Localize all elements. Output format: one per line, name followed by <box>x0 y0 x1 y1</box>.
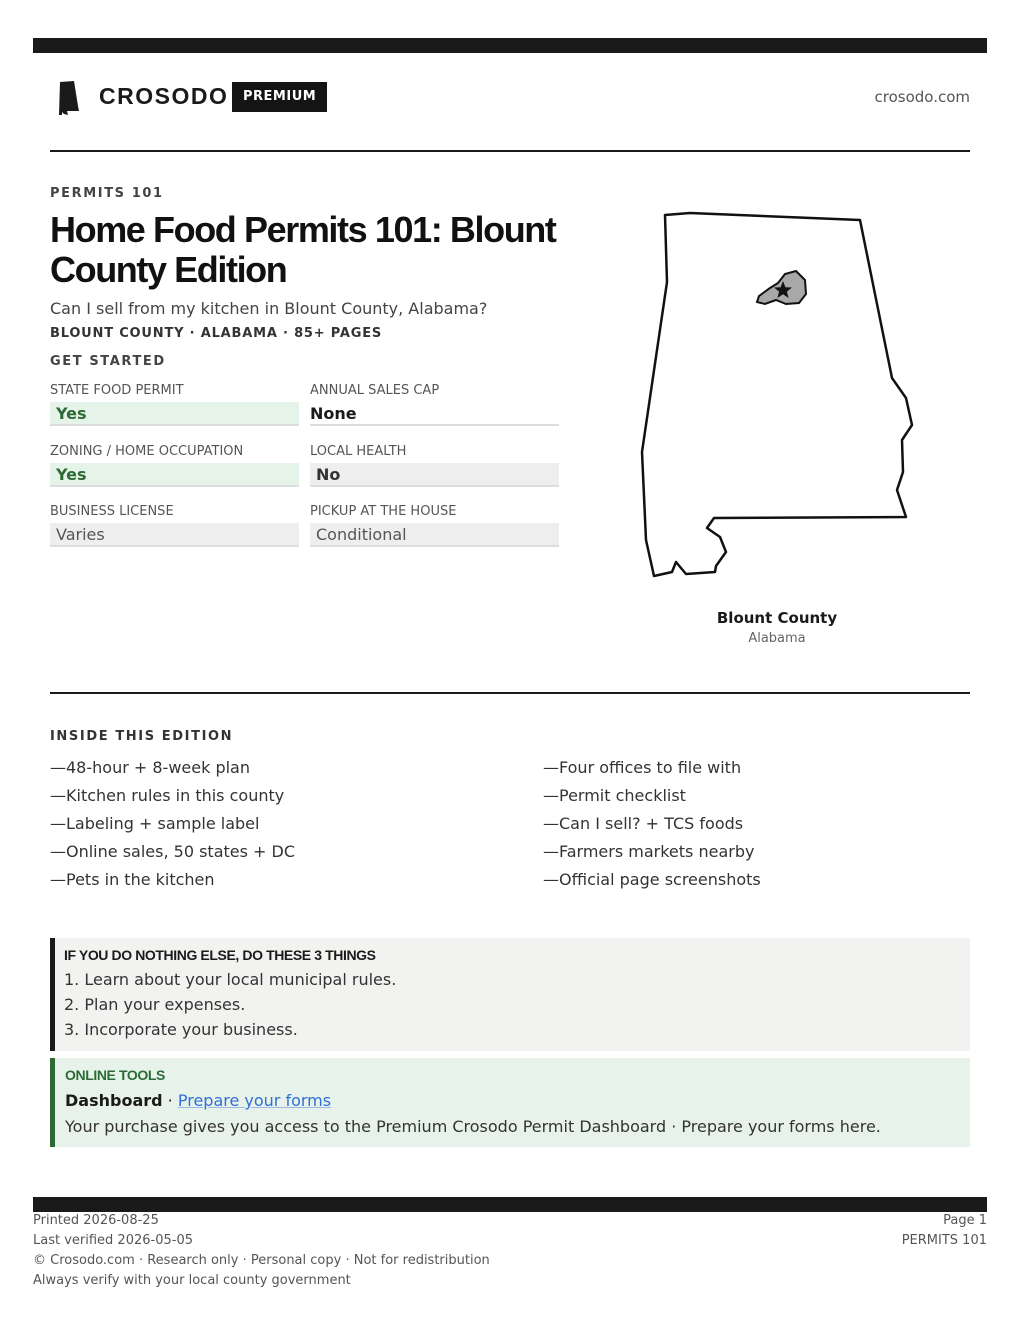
fact-annual-sales-cap <box>310 382 559 426</box>
list-item: 1. Learn about your local municipal rules. <box>64 970 397 989</box>
three-things-list <box>64 968 970 1043</box>
footer-section: PERMITS 101 <box>901 1233 987 1248</box>
list-item: —Four offices to file with <box>543 758 742 777</box>
fact-zoning-home-occupation <box>50 443 299 487</box>
online-tools-callout <box>50 1058 970 1147</box>
list-item: —Labeling + sample label <box>50 814 260 833</box>
list-item: —Farmers markets nearby <box>543 842 755 861</box>
page-subtitle: Can I sell from my kitchen in Blount County, Alabama? <box>50 299 488 318</box>
page-title: Home Food Permits 101: Blount County Edition <box>50 209 556 290</box>
fact-value: Varies <box>50 523 299 547</box>
fact-local-health <box>310 443 559 487</box>
brand-name[interactable]: CROSODO <box>99 83 229 109</box>
page-header <box>50 78 970 118</box>
section-divider <box>50 692 970 694</box>
list-item: —Online sales, 50 states + DC <box>50 842 296 861</box>
copyright-notice: © Crosodo.com · Research only · Personal copy · Not for redistribution <box>33 1253 490 1268</box>
fact-label: LOCAL HEALTH <box>310 444 407 459</box>
site-url[interactable]: crosodo.com <box>874 88 970 106</box>
top-rule-bar <box>33 38 987 53</box>
map-state-label: Alabama <box>748 631 806 646</box>
list-item: —Permit checklist <box>543 786 686 805</box>
list-item: —Official page screenshots <box>543 870 761 889</box>
three-things-callout <box>50 938 970 1051</box>
disclaimer: Always verify with your local county government <box>33 1273 351 1288</box>
fact-state-food-permit <box>50 382 299 426</box>
bottom-rule-bar <box>33 1197 987 1212</box>
dashboard-line <box>65 1088 970 1114</box>
alabama-state-silhouette-icon <box>58 80 80 116</box>
callout-title: IF YOU DO NOTHING ELSE, DO THESE 3 THINGS <box>64 947 376 963</box>
fact-value: None <box>310 402 559 426</box>
premium-badge: PREMIUM <box>232 82 327 112</box>
fact-label: STATE FOOD PERMIT <box>50 383 184 398</box>
list-item: —48-hour + 8-week plan <box>50 758 250 777</box>
dashboard-label: Dashboard <box>65 1091 163 1110</box>
list-item: 3. Incorporate your business. <box>64 1020 298 1039</box>
dashboard-description: Your purchase gives you access to the Premium Crosodo Permit Dashboard · Prepare your forms here. <box>65 1117 881 1136</box>
section-kicker: PERMITS 101 <box>50 186 164 201</box>
fact-label: ANNUAL SALES CAP <box>310 383 440 398</box>
fact-value: No <box>310 463 559 487</box>
inside-edition-heading: INSIDE THIS EDITION <box>50 729 234 744</box>
printed-date: Printed 2026-08-25 <box>33 1213 159 1228</box>
fact-value: Conditional <box>310 523 559 547</box>
get-started-heading: GET STARTED <box>50 354 166 369</box>
verified-date: Last verified 2026-05-05 <box>33 1233 193 1248</box>
fact-business-license <box>50 503 299 547</box>
fact-pickup-at-the-house <box>310 503 559 547</box>
alabama-map <box>630 205 930 590</box>
fact-value: Yes <box>50 402 299 426</box>
fact-value: Yes <box>50 463 299 487</box>
list-item: 2. Plan your expenses. <box>64 995 246 1014</box>
list-item: —Pets in the kitchen <box>50 870 215 889</box>
contents-list-right <box>543 757 761 897</box>
alabama-outline <box>642 213 912 576</box>
map-county-label: Blount County <box>716 609 838 627</box>
prepare-forms-link[interactable]: Prepare your forms <box>177 1091 332 1110</box>
callout-title: ONLINE TOOLS <box>65 1067 165 1083</box>
footer-right <box>902 1211 987 1251</box>
fact-label: BUSINESS LICENSE <box>50 504 174 519</box>
header-divider <box>50 150 970 152</box>
page-number: Page 1 <box>943 1213 987 1228</box>
separator: · <box>162 1091 178 1110</box>
edition-meta: BLOUNT COUNTY · ALABAMA · 85+ PAGES <box>50 326 383 341</box>
footer-left <box>33 1211 490 1291</box>
fact-label: PICKUP AT THE HOUSE <box>310 504 457 519</box>
list-item: —Kitchen rules in this county <box>50 786 285 805</box>
fact-label: ZONING / HOME OCCUPATION <box>50 444 244 459</box>
list-item: —Can I sell? + TCS foods <box>543 814 744 833</box>
contents-list-left <box>50 757 295 897</box>
